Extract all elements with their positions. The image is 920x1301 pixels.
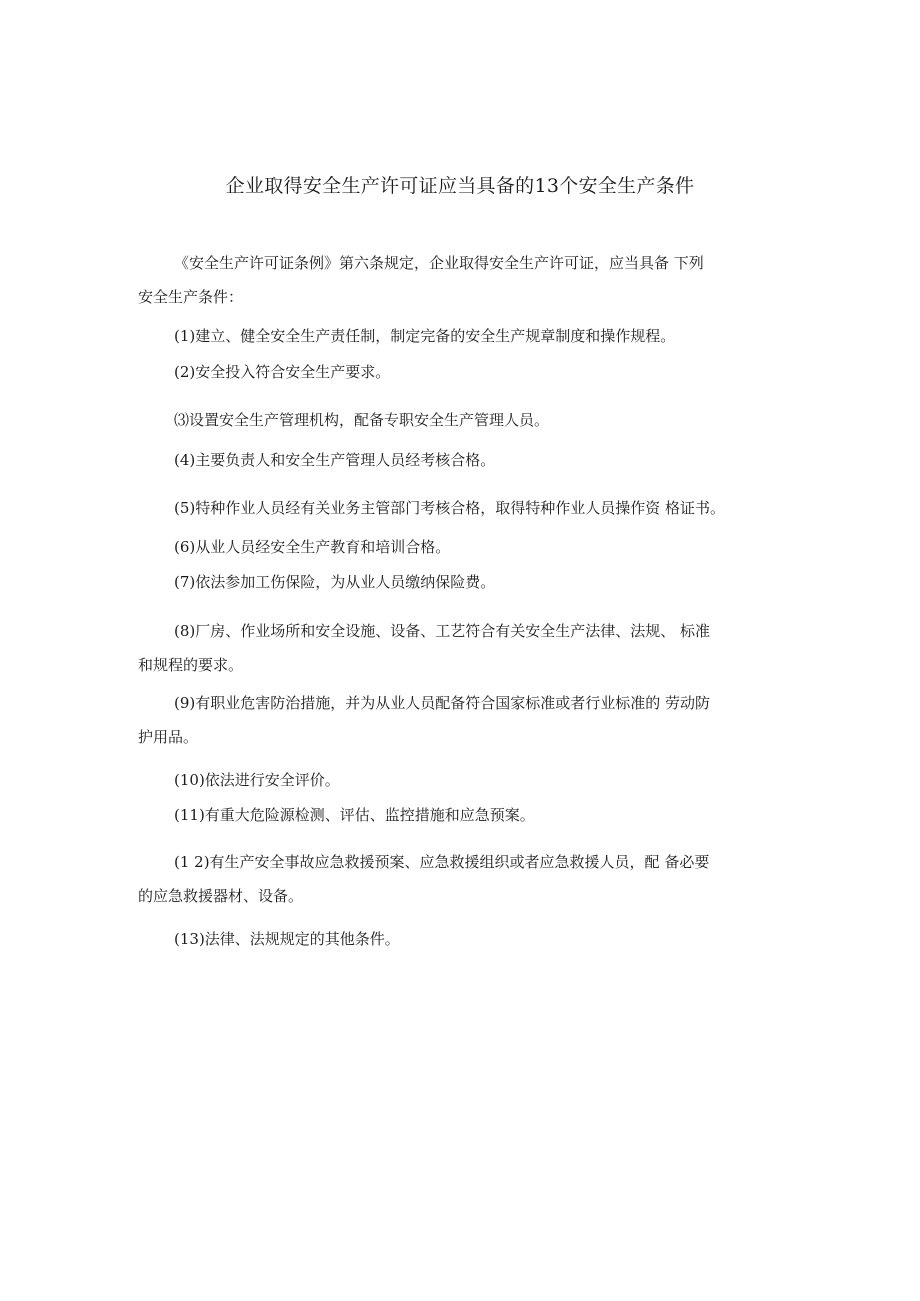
condition-item-13 [138,922,788,956]
condition-text-continued: 护用品。 [138,728,199,746]
condition-item-7 [138,565,788,599]
condition-text: (13)法律、法规规定的其他条件。 [174,930,400,948]
condition-text: (5)特种作业人员经有关业务主管部门考核合格，取得特种作业人员操作资 格证书。 [174,499,726,517]
condition-item-11 [138,798,788,832]
condition-text: (11)有重大危险源检测、评估、监控措施和应急预案。 [174,806,535,824]
document-title: 企业取得安全生产许可证应当具备的13个安全生产条件 [225,175,695,197]
condition-item-12 [138,845,788,913]
condition-item-5 [138,491,788,525]
condition-item-6 [138,530,788,564]
intro-line-1: 《安全生产许可证条例》第六条规定，企业取得安全生产许可证，应当具备 下列 [174,254,704,272]
condition-text: (1)建立、健全安全生产责任制，制定完备的安全生产规章制度和操作规程。 [174,327,676,345]
intro-line-2: 安全生产条件： [138,288,244,306]
condition-item-2 [138,355,788,389]
condition-item-9 [138,686,788,754]
condition-text: (4)主要负责人和安全生产管理人员经考核合格。 [174,451,496,469]
condition-text-continued: 的应急救援器材、设备。 [138,887,304,905]
condition-text: (7)依法参加工伤保险，为从业人员缴纳保险费。 [174,573,496,591]
condition-text: (6)从业人员经安全生产教育和培训合格。 [174,538,451,556]
condition-item-1 [138,319,788,353]
condition-text: (8)厂房、作业场所和安全设施、设备、工艺符合有关安全生产法律、法规、 标准 [174,622,711,640]
condition-item-10 [138,763,788,797]
condition-item-3 [138,403,788,437]
condition-text: (9)有职业危害防治措施，并为从业人员配备符合国家标准或者行业标准的 劳动防 [174,694,711,712]
intro-paragraph [138,246,788,314]
condition-text: (2)安全投入符合安全生产要求。 [174,363,391,381]
condition-text-continued: 和规程的要求。 [138,656,244,674]
condition-text: (10)依法进行安全评价。 [174,771,340,789]
condition-text: (1 2)有生产安全事故应急救援预案、应急救援组织或者应急救援人员，配 备必要 [174,853,710,871]
condition-item-4 [138,443,788,477]
condition-item-8 [138,614,788,682]
condition-text: ⑶设置安全生产管理机构，配备专职安全生产管理人员。 [174,411,550,429]
